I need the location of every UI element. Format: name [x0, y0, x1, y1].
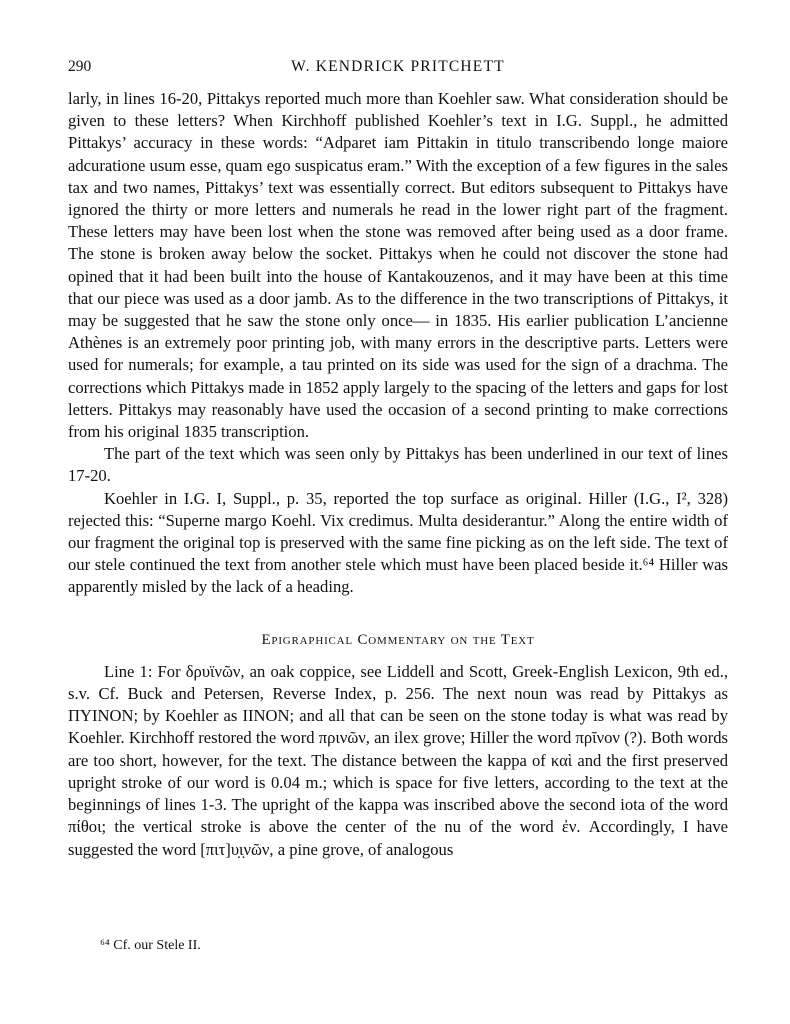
- section-heading: Epigraphical Commentary on the Text: [261, 631, 535, 648]
- paragraph-top-surface: Koehler in I.G. I, Suppl., p. 35, reported the top surface as original. Hiller (I.G., I², 328) rejected this: “Superne margo Koehl. Vix credimus. Multa desiderantur.” Along the entire width of our fragment the original top is preserved with the same fine picking as on the left side. The text of our stele continued the text from another stele which must have been placed beside it.⁶⁴ Hiller was apparently misled by the lack of a heading.: [68, 488, 728, 597]
- body-text: [68, 88, 728, 861]
- footnote-64: ⁶⁴ Cf. our Stele II.: [100, 938, 201, 953]
- paragraph-line-1-commentary: Line 1: For δρυϊνῶν, an oak coppice, see Liddell and Scott, Greek-English Lexicon, 9th ed., s.v. Cf. Buck and Petersen, Reverse Index, p. 256. The next noun was read by Pittakys as ΠΥΙΝΟΝ; by Koehler as ΙΙΝΟΝ; and all that can be seen on the stone today is what was read by Koehler. Kirchhoff restored the word πρινῶν, an ilex grove; Hiller the word πρῖνον (?). Both words are too short, however, for the text. The distance between the kappa of καὶ and the first preserved upright stroke of our word is 0.04 m.; which is space for five letters, according to the text at the beginnings of lines 1-3. The upright of the kappa was inscribed above the second iota of the word πίθοι; the vertical stroke is above the center of the nu of the word ἐν. Accordingly, I have suggested the word [πιτ]υ̣ι̣νῶν, a pine grove, of analogous: [68, 661, 728, 859]
- running-head: [68, 58, 728, 82]
- paragraph-underlined-note: The part of the text which was seen only by Pittakys has been underlined in our text of lines 17-20.: [68, 444, 728, 486]
- paragraph-continuation: larly, in lines 16-20, Pittakys reported much more than Koehler saw. What consideration should be given to these letters? When Kirchhoff published Koehler’s text in I.G. Suppl., he admitted Pittakys’ accuracy in these words: “Adparet iam Pittakin in titulo transcribendo longe maiore adcuratione usum esse, quam ego suspicatus eram.” With the exception of a few figures in the sales tax and two names, Pittakys’ text was essentially correct. But editors subsequent to Pittakys have ignored the thirty or more letters and numerals he read in the lower right part of the fragment. These letters may have been lost when the stone was removed after being used as a door frame. The stone is broken away below the socket. Pittakys when he could not discover the stone had opined that it had been built into the house of Kantakouzenos, and it may have been at this time that our piece was used as a door jamb. As to the difference in the two transcriptions of Pittakys, it may be suggested that he saw the stone only once— in 1835. His earlier publication L’ancienne Athènes is an extremely poor printing job, with many errors in the descriptive parts. Letters were used for numerals; for example, a tau printed on its side was used for the sign of a drachma. The corrections which Pittakys made in 1852 apply largely to the spacing of the letters and gaps for lost letters. Pittakys may reasonably have used the occasion of a second printing to make corrections from his original 1835 transcription.: [68, 89, 728, 442]
- page-number: 290: [68, 58, 92, 75]
- running-title: W. KENDRICK PRITCHETT: [291, 58, 505, 75]
